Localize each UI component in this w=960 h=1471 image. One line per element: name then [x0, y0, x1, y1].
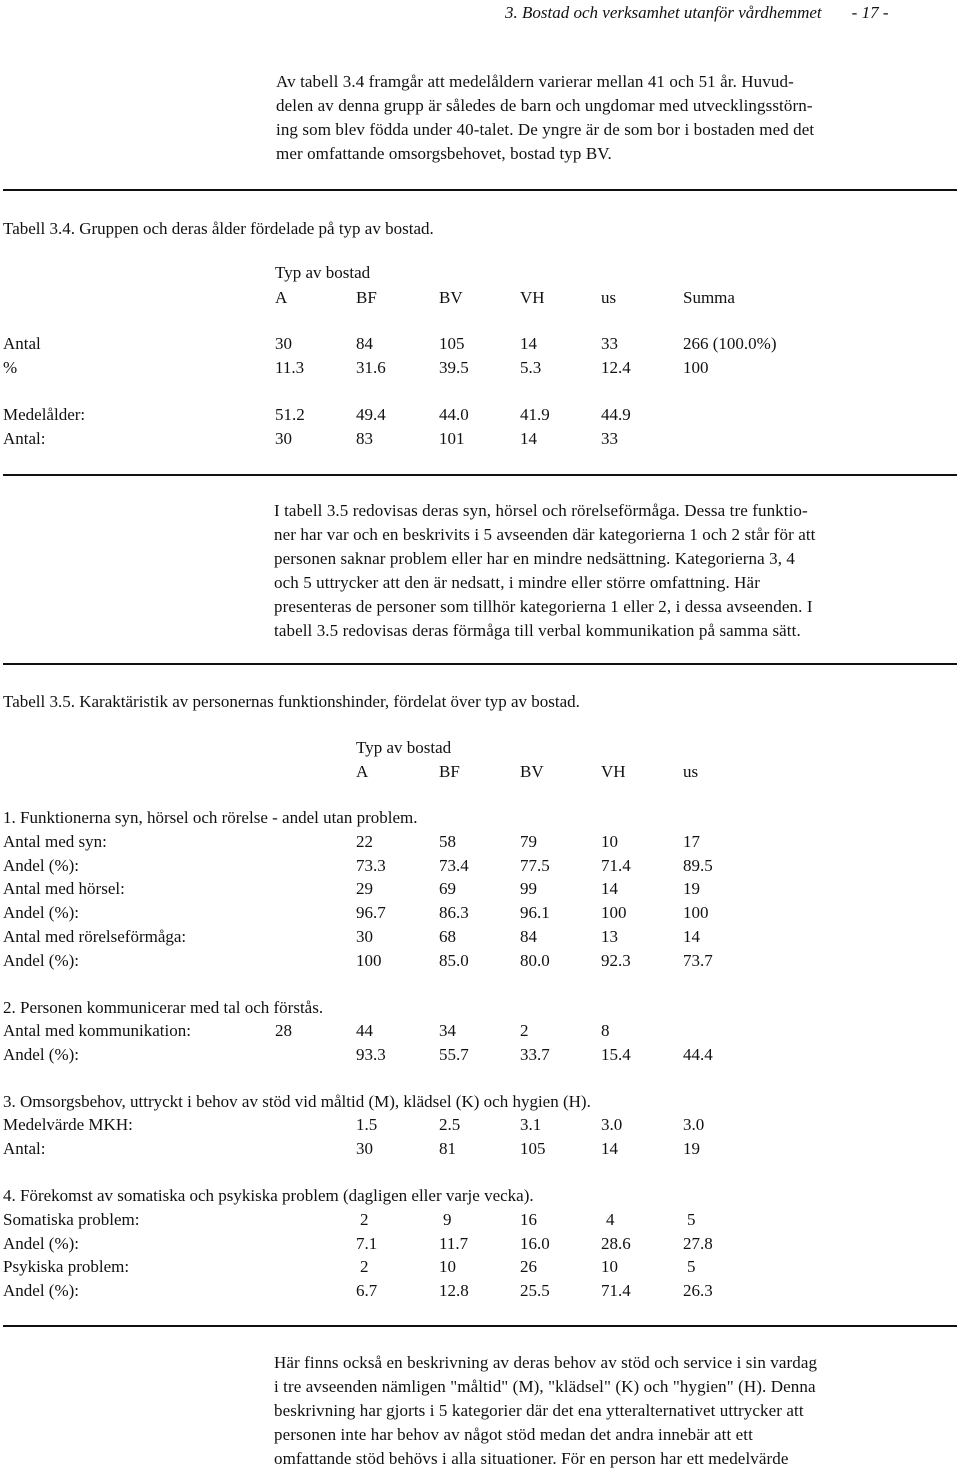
row-label: Antal: [3, 334, 41, 353]
text-line: beskrivning har gjorts i 5 kategorier där det ena ytteralternativet uttrycker att: [274, 1401, 804, 1420]
table-cell: 30: [275, 334, 292, 353]
table-cell: 58: [439, 832, 456, 851]
row-label: Andel (%):: [3, 1281, 80, 1300]
table-cell: 5.3: [520, 358, 542, 377]
table-cell: 96.7: [356, 903, 386, 922]
row-label: Andel (%):: [3, 856, 80, 875]
table-cell: 96.1: [520, 903, 550, 922]
table-cell: 2: [520, 1021, 529, 1040]
table-cell: 10: [601, 832, 618, 851]
column-header: BV: [439, 288, 463, 307]
section-title-row: [0, 807, 960, 829]
table-cell: 73.7: [683, 951, 713, 970]
table-cell: 28.6: [601, 1234, 631, 1253]
table-row: [0, 428, 960, 450]
table-cell: 29: [356, 879, 373, 898]
column-header: us: [601, 288, 617, 307]
table-row: [0, 950, 960, 972]
row-label: Antal med kommunikation:: [3, 1021, 191, 1040]
text-line: Av tabell 3.4 framgår att medelåldern varierar mellan 41 och 51 år. Huvud-: [276, 72, 794, 91]
table-cell: 13: [601, 927, 618, 946]
text-line: presenteras de personer som tillhör kategorierna 1 eller 2, i dessa avseenden. I: [274, 597, 813, 616]
table-cell: 79: [520, 832, 537, 851]
row-label: Antal med rörelseförmåga:: [3, 927, 187, 946]
column-header: VH: [601, 762, 626, 781]
group-header: Typ av bostad: [275, 263, 371, 282]
table-rule-bottom: [3, 1325, 957, 1327]
table-rule-top: [3, 663, 957, 665]
table-cell: 93.3: [356, 1045, 386, 1064]
table-group-header-row: [0, 737, 960, 759]
table-cell: 41.9: [520, 405, 550, 424]
table-cell: 69: [439, 879, 456, 898]
table-cell: 30: [356, 1139, 373, 1158]
table-cell: 34: [439, 1021, 456, 1040]
table-cell: 2: [360, 1257, 369, 1276]
text-line: ner har var och en beskrivits i 5 avseenden där kategorierna 1 och 2 står för att: [274, 525, 816, 544]
table-row: [0, 926, 960, 948]
table-cell: 30: [275, 429, 292, 448]
table-column-header-row: [0, 287, 960, 309]
table-cell: 89.5: [683, 856, 713, 875]
row-label: %: [3, 358, 18, 377]
row-label: Medelålder:: [3, 405, 86, 424]
table-cell: 14: [601, 1139, 618, 1158]
table-row: [0, 357, 960, 379]
table-cell: 3.0: [601, 1115, 623, 1134]
column-header: BV: [520, 762, 544, 781]
table-cell: 30: [356, 927, 373, 946]
table-group-header-row: [0, 262, 960, 284]
table-cell: 105: [439, 334, 465, 353]
table-cell: 5: [687, 1257, 696, 1276]
table-cell: 71.4: [601, 856, 631, 875]
table-cell: 83: [356, 429, 373, 448]
section-title: 2. Personen kommunicerar med tal och förstås.: [3, 998, 324, 1017]
table-cell: 100: [601, 903, 627, 922]
table-cell: 44.0: [439, 405, 469, 424]
table-cell: 85.0: [439, 951, 469, 970]
table-row: [0, 1209, 960, 1231]
table-cell: 86.3: [439, 903, 469, 922]
table-row: [0, 1114, 960, 1136]
page-number: - 17 -: [851, 3, 889, 22]
table-cell: 10: [601, 1257, 618, 1276]
table-cell: 33: [601, 429, 618, 448]
table-cell: 14: [520, 429, 537, 448]
table-cell: 71.4: [601, 1281, 631, 1300]
text-line: i tre avseenden nämligen "måltid" (M), "klädsel" (K) och "hygien" (H). Denna: [274, 1377, 816, 1396]
table-cell: 44: [356, 1021, 373, 1040]
text-line: delen av denna grupp är således de barn och ungdomar med utvecklingsstörn-: [276, 96, 813, 115]
section-title: 3. Omsorgsbehov, uttryckt i behov av stöd vid måltid (M), klädsel (K) och hygien (H).: [3, 1092, 591, 1111]
table-cell: 14: [683, 927, 700, 946]
table-cell: 100: [683, 358, 709, 377]
table-cell: 25.5: [520, 1281, 550, 1300]
table-cell: 101: [439, 429, 465, 448]
table-cell: 100: [356, 951, 382, 970]
table-cell: 99: [520, 879, 537, 898]
table-row: [0, 404, 960, 426]
table-cell: 44.4: [683, 1045, 713, 1064]
table-cell: 31.6: [356, 358, 386, 377]
table-cell: 11.7: [439, 1234, 469, 1253]
table-cell: 266 (100.0%): [683, 334, 777, 353]
table-cell: 2: [360, 1210, 369, 1229]
row-label: Medelvärde MKH:: [3, 1115, 133, 1134]
row-label: Andel (%):: [3, 903, 80, 922]
table-cell: 9: [443, 1210, 452, 1229]
table-cell: 84: [520, 927, 537, 946]
table-cell: 16: [520, 1210, 537, 1229]
table-cell: 33: [601, 334, 618, 353]
table-cell: 28: [275, 1021, 292, 1040]
table-cell: 22: [356, 832, 373, 851]
table-cell: 44.9: [601, 405, 631, 424]
table-cell: 73.3: [356, 856, 386, 875]
table-cell: 2.5: [439, 1115, 461, 1134]
column-header: A: [356, 762, 369, 781]
text-line: I tabell 3.5 redovisas deras syn, hörsel och rörelseförmåga. Dessa tre funktio-: [274, 501, 808, 520]
table-cell: 4: [606, 1210, 615, 1229]
table-rule-top: [3, 189, 957, 191]
table-cell: 6.7: [356, 1281, 378, 1300]
table-cell: 12.8: [439, 1281, 469, 1300]
row-label: Antal:: [3, 429, 46, 448]
table-cell: 77.5: [520, 856, 550, 875]
table-cell: 11.3: [275, 358, 305, 377]
column-header: us: [683, 762, 699, 781]
section-title-row: [0, 1091, 960, 1113]
table-cell: 3.1: [520, 1115, 542, 1134]
table-cell: 49.4: [356, 405, 386, 424]
table-cell: 17: [683, 832, 700, 851]
text-line: och 5 uttrycker att den är nedsatt, i mindre eller större omfattning. Här: [274, 573, 760, 592]
table-rule-bottom: [3, 474, 957, 476]
text-line: omfattande stöd behövs i alla situationer. För en person har ett medelvärde: [274, 1449, 789, 1468]
column-header: Summa: [683, 288, 735, 307]
row-label: Andel (%):: [3, 951, 80, 970]
text-line: Här finns också en beskrivning av deras behov av stöd och service i sin vardag: [274, 1353, 818, 1372]
column-header: A: [275, 288, 288, 307]
table-row: [0, 333, 960, 355]
table-row: [0, 1044, 960, 1066]
table-row: [0, 831, 960, 853]
row-label: Somatiska problem:: [3, 1210, 140, 1229]
table-cell: 10: [439, 1257, 456, 1276]
table-row: [0, 902, 960, 924]
table-cell: 19: [683, 1139, 700, 1158]
table-row: [0, 1233, 960, 1255]
row-label: Andel (%):: [3, 1045, 80, 1064]
row-label: Antal med syn:: [3, 832, 107, 851]
table-column-header-row: [0, 761, 960, 783]
column-header: BF: [439, 762, 460, 781]
column-header: VH: [520, 288, 545, 307]
table-cell: 16.0: [520, 1234, 550, 1253]
table-row: [0, 1256, 960, 1278]
group-header: Typ av bostad: [356, 738, 452, 757]
section-title: 1. Funktionerna syn, hörsel och rörelse - andel utan problem.: [3, 808, 418, 827]
table-row: [0, 878, 960, 900]
table-cell: 33.7: [520, 1045, 550, 1064]
table-row: [0, 1138, 960, 1160]
text-line: mer omfattande omsorgsbehovet, bostad typ BV.: [276, 144, 612, 163]
table-cell: 73.4: [439, 856, 469, 875]
row-label: Antal:: [3, 1139, 46, 1158]
middle-paragraph: [274, 499, 816, 643]
row-label: Psykiska problem:: [3, 1257, 130, 1276]
table-cell: 12.4: [601, 358, 631, 377]
page-header: [505, 3, 888, 23]
text-line: personen saknar problem eller har en mindre nedsättning. Kategorierna 3, 4: [274, 549, 795, 568]
text-line: tabell 3.5 redovisas deras förmåga till verbal kommunikation på samma sätt.: [274, 621, 801, 640]
table-cell: 14: [520, 334, 537, 353]
section-title-row: [0, 1185, 960, 1207]
table-cell: 26.3: [683, 1281, 713, 1300]
table-cell: 26: [520, 1257, 537, 1276]
intro-paragraph: [276, 70, 814, 166]
table-cell: 19: [683, 879, 700, 898]
table-3-4-caption: Tabell 3.4. Gruppen och deras ålder fördelade på typ av bostad.: [3, 219, 434, 238]
text-line: personen inte har behov av något stöd medan det andra innebär att ett: [274, 1425, 753, 1444]
row-label: Antal med hörsel:: [3, 879, 125, 898]
table-cell: 105: [520, 1139, 546, 1158]
table-cell: 27.8: [683, 1234, 713, 1253]
row-label: Andel (%):: [3, 1234, 80, 1253]
table-cell: 68: [439, 927, 456, 946]
chapter-title: 3. Bostad och verksamhet utanför vårdhemmet: [505, 3, 822, 22]
text-line: ing som blev födda under 40-talet. De yngre är de som bor i bostaden med det: [276, 120, 815, 139]
table-cell: 84: [356, 334, 373, 353]
table-row: [0, 1020, 960, 1042]
table-cell: 1.5: [356, 1115, 378, 1134]
table-cell: 55.7: [439, 1045, 469, 1064]
table-row: [0, 855, 960, 877]
table-3-5-caption: Tabell 3.5. Karaktäristik av personernas funktionshinder, fördelat över typ av bostad.: [3, 692, 580, 711]
table-cell: 100: [683, 903, 709, 922]
table-cell: 7.1: [356, 1234, 378, 1253]
table-cell: 14: [601, 879, 618, 898]
table-cell: 3.0: [683, 1115, 705, 1134]
table-cell: 81: [439, 1139, 456, 1158]
table-cell: 51.2: [275, 405, 305, 424]
table-row: [0, 1280, 960, 1302]
closing-paragraph: [274, 1351, 817, 1471]
table-cell: 5: [687, 1210, 696, 1229]
section-title: 4. Förekomst av somatiska och psykiska problem (dagligen eller varje vecka).: [3, 1186, 534, 1205]
section-title-row: [0, 997, 960, 1019]
table-cell: 80.0: [520, 951, 550, 970]
column-header: BF: [356, 288, 377, 307]
table-cell: 92.3: [601, 951, 631, 970]
table-cell: 8: [601, 1021, 610, 1040]
table-cell: 15.4: [601, 1045, 631, 1064]
table-cell: 39.5: [439, 358, 469, 377]
